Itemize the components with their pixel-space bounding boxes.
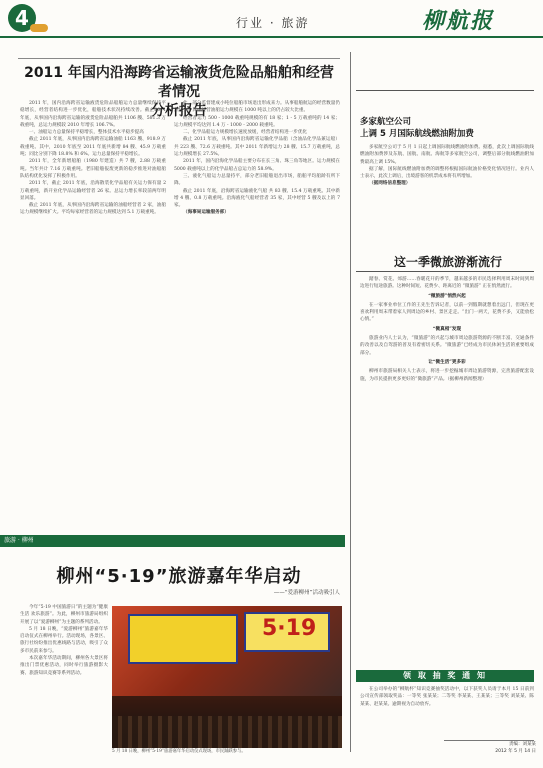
paragraph: 今年“5·19 中国旅游日”的主题为“健康生活 欢乐旅游”。为此，柳州市旅游局组织开展了以“爱游柳州”为主题的系列活动。	[20, 605, 108, 625]
byline	[444, 742, 536, 755]
paragraph: 一、油船运力总量保持平稳增长，整体技术水平稳步提高	[29, 130, 144, 136]
paragraph: 截止 2011 年底，沿海跨省运输液化气船 共 83 艘、15.4 万载重吨。其中新增 4 艘、0.8 万载重吨。沿海液化气船经营者 35 家，其中经营 5 艘及以上的 7 家。	[174, 188, 340, 209]
paragraph: 旅游业内人士认为，“微旅游”的兴起与城市周边旅游资源的不断丰富、交通条件的改善以及自驾游的普及有着密切关系。“微旅游”已经成为市民休闲生活的重要组成部分。	[360, 336, 534, 356]
notice-title: 领 取 抽 奖 通 知	[403, 671, 487, 680]
paragraph: 在公司举办的“柳航杯”知识竞赛抽奖活动中，以下获奖人员请于本月 15 日前到公司宣传部领取奖品：一等奖 张某某；二等奖 李某某、王某某；三等奖 刘某某、陈某某、赵某某。逾期视为自动放弃。	[360, 687, 534, 707]
story2-subheadline: ——“爱游柳州”活动吸引人	[273, 590, 340, 596]
news2-headline: 这一季微旅游渐流行	[393, 255, 502, 269]
paragraph: 2011 年，国内沿海跨省运输液货危险品船舶运力总量继续保持平稳增长，经营者结构进一步优化，船舶技术状况持续改善。截止2011 年底，从事国内沿海跨省运输的液货危险品船舶共 1106 艘、581.3 万载重吨，总运力规模较 2010 年增长 106.7%。	[20, 101, 166, 128]
photo-banner-text: 5·19	[262, 616, 317, 641]
paragraph: 截止 2011 年底，从事国内沿海跨省运输的油船经营者 2 家，油船运力规模继续扩大。平均每家经营者的运力规模达到 5.1 万载重吨。	[20, 203, 166, 216]
news2-rule	[356, 271, 534, 272]
paragraph: 2011 年，国内沿海化学品船主要分布在长三角、珠三角等地区。运力规模在 5000 载重吨以上的化学品船占总运力的 58.9%。	[174, 159, 340, 172]
news2-body	[360, 276, 534, 676]
story2-headline: 柳州“5·19”旅游嘉年华启动	[56, 566, 302, 587]
section-bar-label: 旅游 · 柳州	[4, 537, 34, 544]
news1-source: （据网络信息整理）	[369, 181, 411, 187]
photo-crowd	[112, 716, 342, 748]
notice-body	[360, 686, 534, 738]
paragraph: 经营者运力 500 - 1000 载重吨规模的有 18 家；1 - 5 万载重吨的 14 家；运力规模平均达到 1.4 万 - 1000 - 2000 载重吨。	[174, 115, 340, 128]
section-bar	[0, 535, 345, 547]
main-title-rule	[18, 58, 340, 59]
editor-line: 责编：刘某某	[509, 742, 536, 747]
paragraph: 在一家事业单位工作的王先生告诉记者，以前一到假期就想着出远门，但现在更喜欢利用周末带着家人到周边的乡村、景区走走。“出门一两天，花费不多，又能放松心情。”	[360, 302, 534, 323]
article-source-note: （海事局运输服务部）	[183, 210, 229, 216]
paragraph: 二、化学品船运力规模增长速度放缓，经营者结构进一步优化	[183, 130, 308, 136]
issue-date: 2012 年 5 月 14 日	[495, 748, 536, 754]
news1-headline-line2: 上调 5 月国际航线燃油附加费	[360, 129, 474, 139]
paragraph: 据了解，国际航线燃油附加费的调整将根据国际航油价格变化情况进行。业内人士表示，此次上调后，出境游客的机票成本将有所增加。	[360, 166, 534, 180]
news1-body	[360, 144, 534, 244]
main-article-column-a	[20, 100, 166, 520]
story2-body	[20, 604, 108, 760]
paragraph: 截止 2011 年底，从事国内沿海跨省运输油船 1163 艘、918.9 万载重吨。其中，2010 年底至 2011 年底共新增 84 艘、45.9 万载重吨；同比分别下降 18.8% 和 6%。运力总量保持平稳增长。	[20, 137, 166, 158]
paragraph: 此，部分监督建成小吨位船舶市场退出形成来力。从事船舶航运的经营数量仍然较大，其中经营油船运力规模在 1000 吨以上的仍占较大比重。	[174, 101, 340, 114]
paragraph: 5 月 18 日晚，“爱游柳州”旅游嘉年华启动仪式在柳州举行。活动现场，各景区、旅行社纷纷推出优惠线路与活动，吸引了众多市民前来参与。	[20, 626, 108, 654]
column-divider	[350, 52, 351, 752]
paragraph: 踏春、赏花、郊游……春暖花开的季节，越来越多的市民选择利用周末时间到周边进行短途旅游。这种时间短、花费少、距离近的 “微旅游” 正在悄然流行。	[360, 277, 534, 290]
subheading: “微旅游”悄然兴起	[428, 293, 466, 299]
photo-caption: 5 月 18 日晚，柳州“5·19”旅游嘉年华启动仪式现场，市民踊跃参与。	[112, 749, 246, 754]
event-photo	[112, 606, 342, 748]
right-top-rule	[356, 90, 534, 91]
page-number-decoration	[30, 24, 48, 32]
news1-headline-line1: 多家航空公司	[360, 117, 412, 127]
page-number: 4	[8, 4, 36, 32]
photo-banner-left	[128, 614, 238, 664]
main-title-line2: 分析报告	[151, 103, 207, 119]
paragraph: 本次嘉年华活动期间，柳州各大景区将推出门票优惠活动，同时举行旅游摄影大赛、旅游知识竞赛等系列活动。	[20, 656, 108, 676]
main-title-line1: 2011 年国内沿海跨省运输液货危险品船舶和经营者情况	[24, 65, 334, 100]
paragraph: 2011 年，截止 2011 年底，沿海散装化学品船有关运力保有量 2 万载重吨，新开业化学品运输经营者 26 家。总运力增长率较前两年明显回落。	[20, 181, 166, 201]
subheading: 让“微生活”更多彩	[428, 359, 466, 365]
paragraph: 截止 2011 年底，从事国内沿海跨省运输化学品船（含油品化学品兼运船）共 223 艘、72.6 万载重吨。其中 2011 年新增运力 28 艘、15.7 万载重吨，总运力规模增长 27.5%。	[174, 137, 340, 158]
paragraph: 三、液化气船运力总量持平，部分老旧船舶退出市场，船舶平均船龄有所下降。	[174, 173, 340, 187]
masthead-logo: 柳航报	[422, 8, 495, 34]
subheading: “微真相”发现	[432, 326, 462, 332]
byline-rule	[444, 740, 534, 741]
news1-headline	[360, 116, 536, 140]
header-rule	[0, 36, 543, 38]
page-header	[0, 0, 543, 38]
section-label: 行业 · 旅游	[236, 16, 310, 30]
paragraph: 柳州市旅游局相关人士表示，将进一步挖掘城市周边旅游资源，完善旅游配套设施，为市民提供更多更好的“微旅游”产品。（据柳州新闻整理）	[360, 369, 534, 382]
paragraph: 多家航空公司于 5 月 1 日起上调国际航线燃油附加费。据悉，此次上调国际航线燃油附加费涉及东航、国航、南航、海航等多家航空公司，调整后部分航线燃油附加费最高上调 15%。	[360, 145, 534, 165]
main-article-column-b	[174, 100, 340, 520]
paragraph: 2011 年，全年新增船舶（1980 年建造）共 7 艘，2.88 万载重吨。当年共计 7.16 万载重吨。老旧船舶报废更新的稳步推进对油船船队结构优化发挥了积极作用。	[20, 159, 166, 179]
